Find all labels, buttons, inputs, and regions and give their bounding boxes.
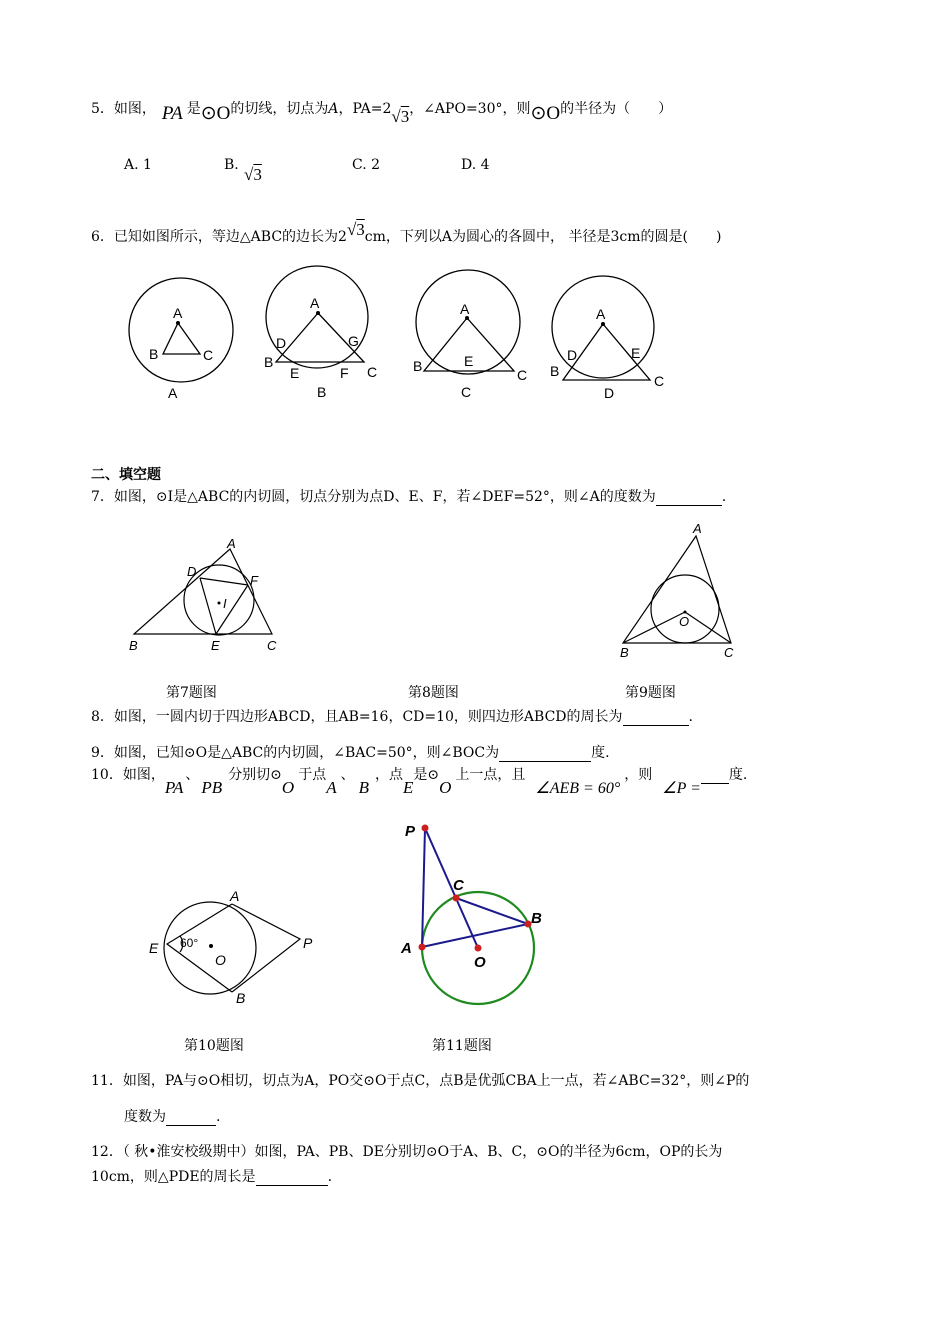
- q6-fig-c-label-b: B: [413, 358, 423, 374]
- q6-fig-b-label-g: G: [348, 333, 359, 349]
- q6-fig-b-label-b: B: [264, 354, 274, 370]
- q10-e: E: [402, 778, 414, 797]
- q10-t6: ，则: [624, 767, 653, 783]
- fig11-label-c: C: [453, 877, 464, 894]
- q12-line2-text: 10cm，则△PDE的周长是: [91, 1169, 256, 1185]
- q5-option-a: A. 1: [124, 157, 152, 173]
- fig10-label-e: E: [149, 940, 159, 956]
- q10-cond: ∠AEB = 60°: [535, 780, 621, 797]
- q6-text-post: cm，下列以A为圆心的各圆中， 半径是3cm的圆是( ): [364, 229, 722, 245]
- q6-fig-d-label-b: B: [550, 363, 560, 379]
- q5-odot: ⊙O: [200, 103, 231, 124]
- fig10-label-angle: 60°: [180, 936, 199, 950]
- q10-a: A: [326, 778, 337, 797]
- q6-fig-a-label-a: A: [173, 305, 183, 321]
- q6-fig-b-label-f: F: [340, 365, 349, 381]
- q6-fig-d-label-e: E: [631, 345, 641, 361]
- q6-fig-c-caption: C: [461, 384, 472, 400]
- q10-o2: O: [439, 778, 452, 797]
- q10-o1: O: [281, 778, 295, 797]
- q6-fig-d-label-d: D: [567, 347, 578, 363]
- q5-option-c: C. 2: [352, 157, 381, 173]
- q10-sep: 、: [185, 767, 200, 783]
- fig11-point-a: [419, 944, 426, 951]
- section-title: 二、填空题: [91, 467, 161, 483]
- fig7-label-f: F: [250, 573, 258, 588]
- q7-end: .: [721, 489, 727, 505]
- q10-pb: PB: [201, 778, 223, 797]
- fig7-label-c: C: [267, 638, 277, 653]
- fig11-point-c: [453, 895, 460, 902]
- q5-pa-eq: ，PA=2: [338, 101, 392, 117]
- q5-shi: 是: [186, 101, 201, 117]
- q6-text-pre: 6．已知如图所示，等边△ABC的边长为2: [91, 229, 347, 245]
- fig7-label-a: A: [227, 536, 236, 551]
- q12-line2: [91, 1166, 332, 1186]
- fig7-label-i: I: [223, 596, 227, 611]
- q10-ask: ∠P =: [662, 780, 701, 797]
- q5-pa: PA: [161, 103, 183, 124]
- fig10-label-p: P: [303, 935, 313, 951]
- q10-t1: 分别切⊙: [228, 767, 282, 783]
- q6-fig-b-label-e: E: [290, 365, 300, 381]
- q12-blank: [256, 1169, 328, 1186]
- q6-fig-c-label-e: E: [464, 353, 474, 369]
- q10-t2: 于点: [298, 767, 327, 783]
- q11-end: .: [216, 1109, 221, 1125]
- q11-line2-text: 度数为: [124, 1109, 166, 1125]
- q5-sqrt3: √3: [391, 107, 410, 126]
- q12-line1: 12．（ 秋•淮安校级期中）如图，PA、PB、DE分别切⊙O于A、B、C，⊙O的半径为6cm，OP的长为: [91, 1144, 723, 1160]
- q6-fig-d-caption: D: [604, 385, 615, 401]
- fig11-label-b: B: [531, 910, 542, 927]
- fig9-label-c: C: [724, 645, 734, 660]
- q10-b: B: [358, 778, 369, 797]
- fig10-label-b: B: [236, 990, 246, 1006]
- fig9-label-b: B: [620, 645, 629, 660]
- q5-option-d: D. 4: [461, 157, 490, 173]
- q9-text: 9．如图，已知⊙O是△ABC的内切圆，∠BAC=50°，则∠BOC为: [91, 745, 500, 761]
- fig11-label-a: A: [401, 940, 412, 957]
- q10-t5: 上一点，且: [455, 767, 526, 783]
- fig7-label-b: B: [129, 638, 138, 653]
- fig9-label-o: O: [679, 614, 690, 629]
- caption-fig8: 第8题图: [408, 685, 459, 701]
- q5-tangent-text: 的切线，切点为: [230, 101, 329, 117]
- q10-t4: 是⊙: [413, 767, 440, 783]
- q8-end: .: [688, 709, 693, 725]
- q12-end: .: [327, 1169, 333, 1185]
- q6-sqrt3: √3: [346, 220, 365, 239]
- q6-fig-b-caption: B: [317, 384, 327, 400]
- q6-fig-d-label-a: A: [596, 306, 606, 322]
- q10-t3: ，点: [374, 767, 403, 783]
- q5-option-b-sqrt: √3: [244, 165, 262, 184]
- fig10-label-o: O: [215, 952, 226, 968]
- q5-option-b: B. √3: [224, 157, 262, 184]
- fig10-label-a: A: [230, 888, 240, 904]
- q5-odot-2: ⊙O: [530, 103, 561, 124]
- q6-fig-c-label-a: A: [460, 301, 470, 317]
- q10-num: 10．如图，: [91, 767, 165, 783]
- q9-end: 度.: [591, 745, 610, 761]
- q6-fig-a-label-b: B: [149, 346, 159, 362]
- q6-fig-a-label-c: C: [203, 347, 214, 363]
- caption-fig7: 第7题图: [166, 685, 217, 701]
- fig11-label-o: O: [474, 954, 486, 971]
- q5-num: 5．如图，: [91, 101, 156, 117]
- fig7-label-d: D: [187, 564, 197, 579]
- caption-fig11: 第11题图: [432, 1038, 492, 1054]
- q6-fig-b-label-a: A: [310, 295, 320, 311]
- q5-radius-text: 的半径为（ ）: [560, 101, 673, 117]
- fig7-label-e: E: [211, 638, 220, 653]
- q8-text: 8．如图，一圆内切于四边形ABCD，且AB=16，CD=10，则四边形ABCD的周长为: [91, 709, 623, 725]
- fig11-point-p: [422, 825, 429, 832]
- q6-fig-a-caption: A: [168, 385, 178, 401]
- q11-blank: [166, 1109, 216, 1126]
- q6-fig-b-label-d: D: [276, 335, 287, 351]
- q5-angle-text: ，∠APO=30°，则: [409, 101, 531, 117]
- caption-fig9: 第9题图: [625, 685, 676, 701]
- caption-fig10: 第10题图: [184, 1038, 244, 1054]
- q6-fig-d-label-c: C: [654, 373, 665, 389]
- q10-sep2: 、: [340, 767, 355, 783]
- fig11-point-o: [475, 945, 482, 952]
- fig11-label-p: P: [405, 823, 416, 840]
- q7-text: 7．如图，⊙I是△ABC的内切圆，切点分别为点D、E、F，若∠DEF=52°，则∠A的度数为: [91, 489, 656, 505]
- q5-point-a: A: [328, 101, 339, 117]
- q10-pa: PA: [164, 778, 184, 797]
- q6-fig-c-label-c: C: [517, 367, 528, 383]
- fig9-label-a: A: [693, 521, 702, 536]
- q6-fig-b-label-c: C: [367, 364, 378, 380]
- q11-line2: [124, 1106, 220, 1126]
- q10-end: 度.: [728, 767, 748, 783]
- q11-line1: 11．如图，PA与⊙O相切，切点为A，PO交⊙O于点C，点B是优弧CBA上一点，若∠ABC=32°，则∠P的: [91, 1073, 750, 1089]
